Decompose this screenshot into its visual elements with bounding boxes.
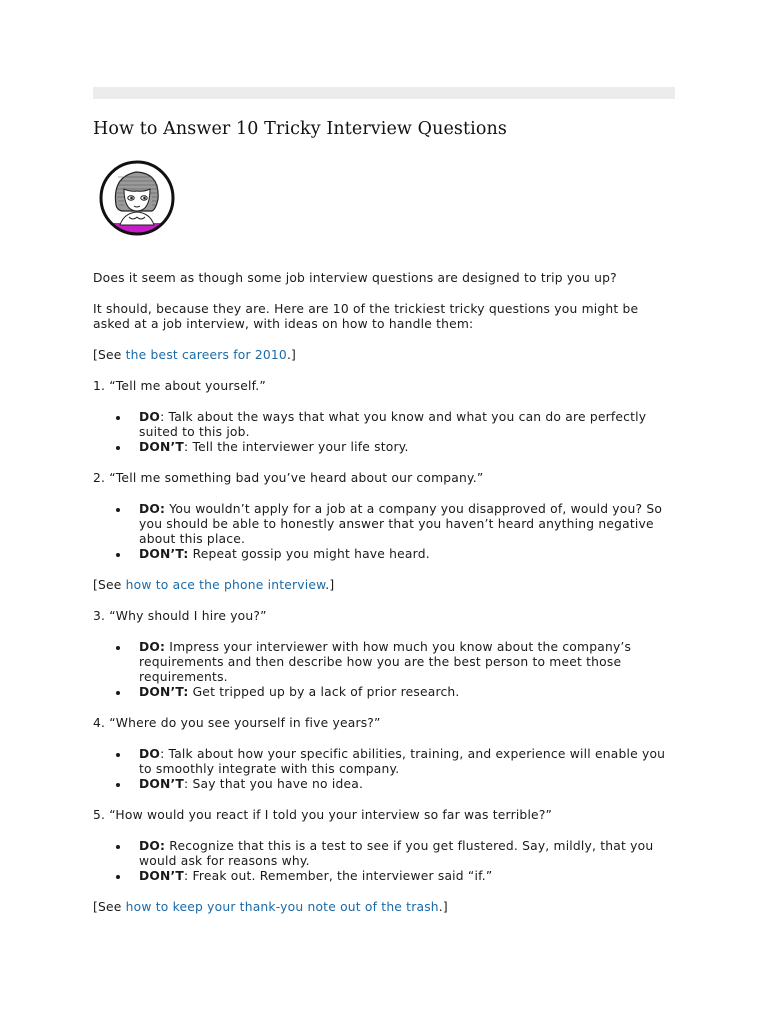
- do-text: Talk about how your specific abilities, training, and experience will enable you to smoothly integrate with this company.: [139, 747, 666, 776]
- question-3-tips: [93, 640, 675, 700]
- intro-paragraph-2: It should, because they are. Here are 10 of the trickiest tricky questions you might be asked at a job interview, with ideas on how to handle them:: [93, 302, 639, 331]
- dont-text: Tell the interviewer your life story.: [192, 440, 409, 454]
- question-3: 3. “Why should I hire you?”: [93, 609, 267, 623]
- do-item: [139, 839, 675, 869]
- do-item: [139, 640, 675, 685]
- do-separator: :: [160, 747, 169, 761]
- dont-item: [139, 547, 675, 562]
- dont-label: DON’T: [139, 440, 185, 454]
- do-label: DO: [139, 410, 161, 424]
- do-separator: :: [160, 410, 169, 424]
- do-text: Talk about the ways that what you know and what you can do are perfectly suited to this job.: [139, 410, 647, 439]
- dont-separator: :: [184, 440, 193, 454]
- dont-text: Freak out. Remember, the interviewer said “if.”: [192, 869, 493, 883]
- see-also-1: [93, 348, 675, 363]
- do-item: [139, 747, 675, 777]
- article: [93, 87, 675, 915]
- do-label: DO:: [139, 839, 166, 853]
- see-also-3: [93, 900, 675, 915]
- do-label: DO: [139, 747, 161, 761]
- link-phone-interview[interactable]: how to ace the phone interview: [125, 578, 326, 592]
- dont-separator: :: [184, 869, 193, 883]
- do-label: DO:: [139, 640, 166, 654]
- dont-item: [139, 869, 675, 884]
- question-2: 2. “Tell me something bad you’ve heard about our company.”: [93, 471, 484, 485]
- link-best-careers[interactable]: the best careers for 2010: [125, 348, 287, 362]
- do-text: Impress your interviewer with how much you know about the company’s requirements and then describe how you are the best person to meet those requirements.: [139, 640, 632, 684]
- see-also-2: [93, 578, 675, 593]
- dont-label: DON’T:: [139, 547, 189, 561]
- dont-separator: :: [184, 777, 193, 791]
- question-5: 5. “How would you react if I told you your interview so far was terrible?”: [93, 808, 553, 822]
- dont-text: Say that you have no idea.: [192, 777, 364, 791]
- see-suffix: .]: [325, 578, 335, 592]
- do-text: Recognize that this is a test to see if you get flustered. Say, mildly, that you would ask for reasons why.: [139, 839, 654, 868]
- question-4: 4. “Where do you see yourself in five years?”: [93, 716, 381, 730]
- dont-item: [139, 685, 675, 700]
- dont-label: DON’T: [139, 869, 185, 883]
- intro-paragraph-1: Does it seem as though some job interview questions are designed to trip you up?: [93, 271, 617, 285]
- dont-label: DON’T:: [139, 685, 189, 699]
- do-label: DO:: [139, 502, 166, 516]
- question-4-tips: [93, 747, 675, 792]
- top-divider-bar: [93, 87, 675, 99]
- dont-label: DON’T: [139, 777, 185, 791]
- dont-text: Repeat gossip you might have heard.: [192, 547, 430, 561]
- page-title: How to Answer 10 Tricky Interview Questions: [93, 119, 507, 139]
- question-1: 1. “Tell me about yourself.”: [93, 379, 266, 393]
- see-suffix: .]: [438, 900, 448, 914]
- do-item: [139, 502, 675, 547]
- link-thank-you-note[interactable]: how to keep your thank-you note out of the trash: [125, 900, 439, 914]
- dont-item: [139, 777, 675, 792]
- cartoon-girl-icon: [96, 159, 178, 237]
- see-prefix: [See: [93, 578, 126, 592]
- dont-text: Get tripped up by a lack of prior research.: [192, 685, 460, 699]
- dont-item: [139, 440, 675, 455]
- do-item: [139, 410, 675, 440]
- see-suffix: .]: [286, 348, 297, 362]
- see-prefix: [See: [93, 348, 126, 362]
- see-prefix: [See: [93, 900, 126, 914]
- do-text: You wouldn’t apply for a job at a company you disapproved of, would you? So you should be able to honestly answer that you haven’t heard anything negative about this place.: [139, 502, 663, 546]
- question-2-tips: [93, 502, 675, 562]
- question-5-tips: [93, 839, 675, 884]
- question-1-tips: [93, 410, 675, 455]
- author-avatar: [96, 159, 178, 237]
